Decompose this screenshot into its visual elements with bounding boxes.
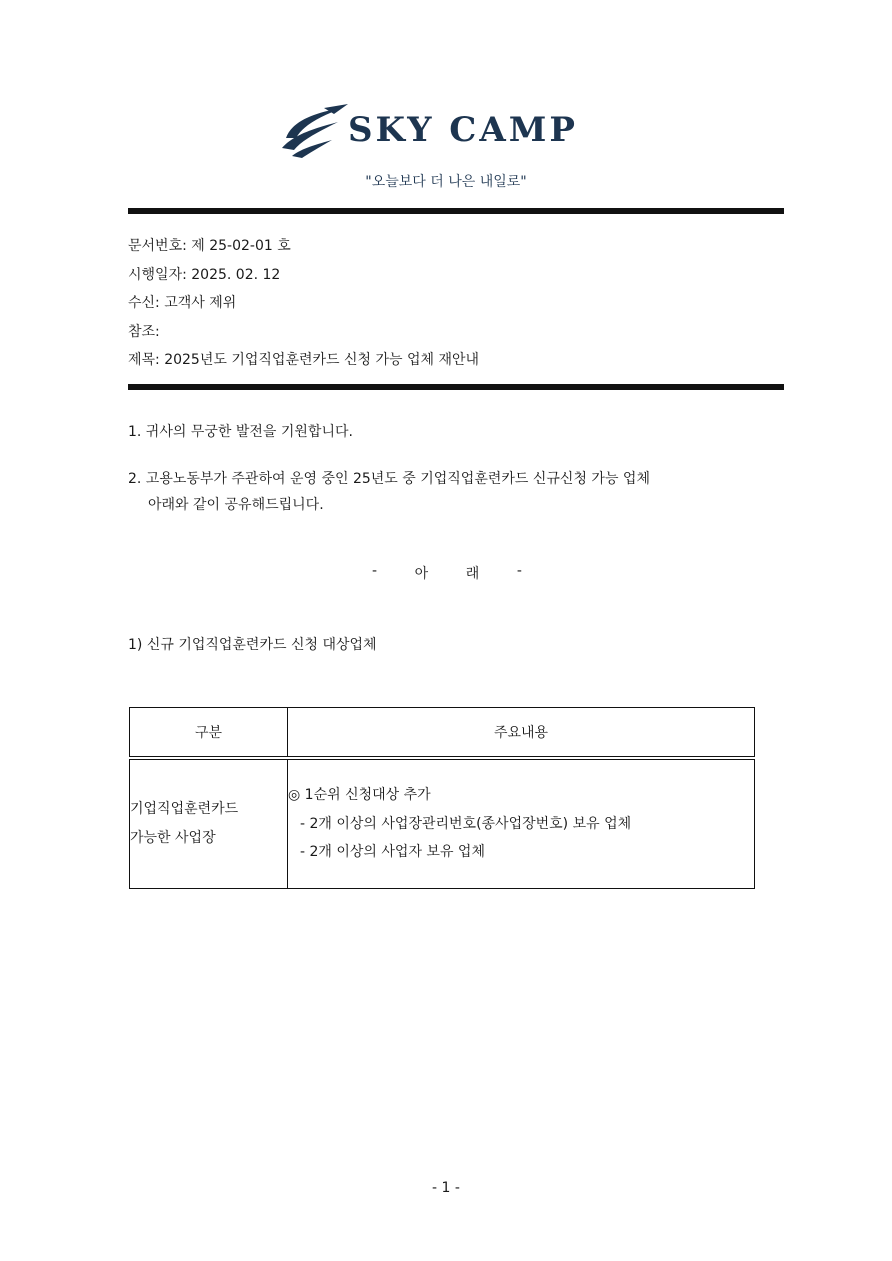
document-meta — [128, 232, 479, 375]
content-item-1: - 2개 이상의 사업장관리번호(종사업장번호) 보유 업체 — [300, 815, 632, 832]
content-cell — [288, 758, 755, 889]
category-cell — [130, 758, 288, 889]
content-item-2: - 2개 이상의 사업자 보유 업체 — [300, 844, 485, 861]
header-content: 주요내용 — [288, 708, 755, 759]
category-line-1: 기업직업훈련카드 — [130, 801, 239, 817]
bottom-divider — [128, 384, 784, 390]
table-header-row — [130, 708, 755, 759]
category-line-2: 가능한 사업장 — [130, 830, 216, 846]
below-dash-right: - — [516, 563, 522, 579]
paragraph-2-line-2: 아래와 같이 공유해드립니다. — [148, 497, 324, 513]
below-char-a: 아 — [414, 566, 429, 582]
table-row — [130, 758, 755, 889]
logo-text: SKY CAMP — [348, 110, 578, 150]
recipient: 수신: 고객사 제위 — [128, 295, 237, 311]
subject: 제목: 2025년도 기업직업훈련카드 신청 가능 업체 재안내 — [128, 352, 480, 368]
paragraph-1: 1. 귀사의 무궁한 발전을 기원합니다. — [128, 424, 353, 440]
doc-number: 문서번호: 제 25-02-01 호 — [128, 238, 291, 254]
page-number: - 1 - — [432, 1180, 460, 1196]
eligibility-table — [129, 707, 755, 889]
content-title: ◎ 1순위 신청대상 추가 — [288, 787, 431, 804]
paragraph-2-line-1: 2. 고용노동부가 주관하여 운영 중인 25년도 중 기업직업훈련카드 신규신청 가능 업체 — [128, 471, 650, 487]
below-char-rae: 래 — [465, 566, 480, 582]
below-heading — [372, 563, 522, 583]
issue-date: 시행일자: 2025. 02. 12 — [128, 266, 281, 283]
slogan: "오늘보다 더 나은 내일로" — [365, 174, 527, 190]
top-divider — [128, 208, 784, 214]
paragraph-2 — [128, 466, 650, 518]
company-logo — [278, 104, 618, 160]
airplane-swoosh-icon — [278, 104, 350, 160]
section-title: 1) 신규 기업직업훈련카드 신청 대상업체 — [128, 637, 377, 653]
below-dash-left: - — [372, 563, 378, 579]
header-category: 구분 — [130, 708, 288, 759]
reference: 참조: — [128, 323, 160, 340]
